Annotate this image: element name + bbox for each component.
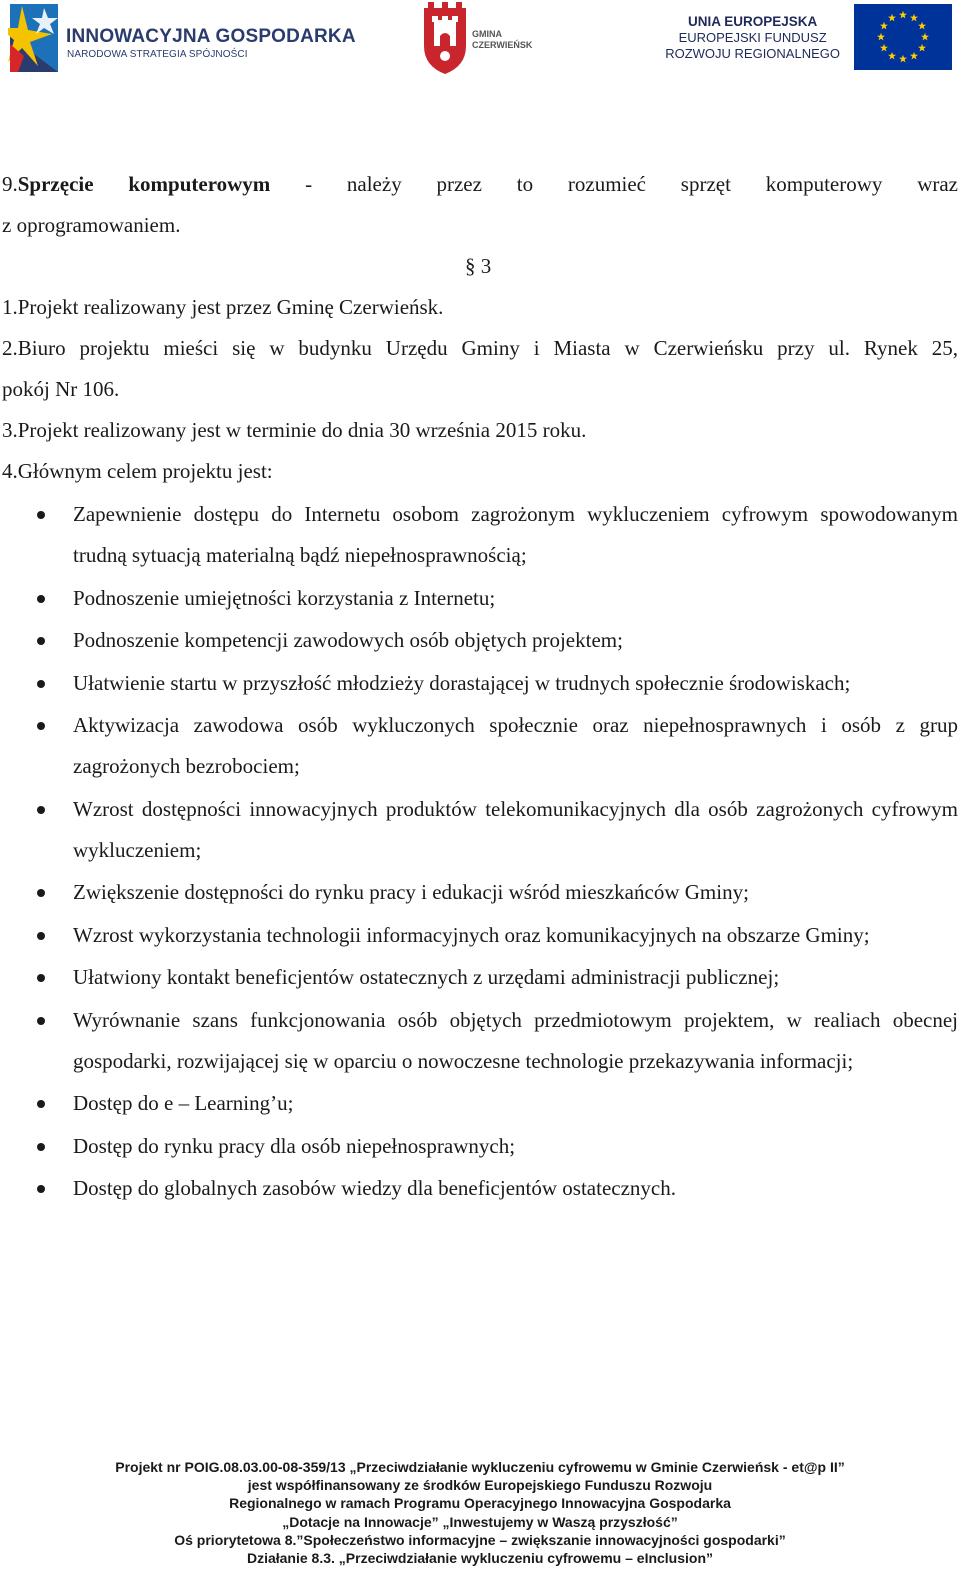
- numbered-item-2-line-2: pokój Nr 106.: [2, 377, 120, 401]
- bullet-icon: [37, 974, 45, 982]
- goal-item: [0, 1126, 958, 1167]
- bullet-icon: [37, 806, 45, 814]
- goal-item: [0, 1000, 958, 1082]
- gmina-name: CZERWIEŃSK: [472, 40, 533, 50]
- definition-number: 9.: [2, 172, 18, 196]
- goal-item: [0, 872, 958, 913]
- gmina-coat-of-arms-icon: [420, 2, 470, 76]
- bullet-icon: [37, 1185, 45, 1193]
- innowacyjna-gospodarka-emblem-icon: [8, 4, 62, 72]
- goal-text: Podnoszenie umiejętności korzystania z Internetu;: [73, 585, 496, 610]
- eu-fund-logo: [665, 4, 954, 72]
- goal-item: [0, 578, 958, 619]
- goal-text: Zwiększenie dostępności do rynku pracy i edukacji wśród mieszkańców Gminy;: [73, 880, 749, 904]
- footer-line: Projekt nr POIG.08.03.00-08-359/13 „Przeciwdziałanie wykluczeniu cyfrowemu w Gminie Czerwieńsk - et@p II”: [115, 1459, 845, 1475]
- definition-text: - należy przez to rozumieć sprzęt komputerowy wraz: [270, 172, 958, 196]
- numbered-item-4: 4.Głównym celem projektu jest:: [2, 459, 273, 483]
- innowacyjna-gospodarka-title: INNOWACYJNA GOSPODARKA: [66, 26, 356, 47]
- goal-text: Dostęp do globalnych zasobów wiedzy dla beneficjentów ostatecznych.: [73, 1176, 676, 1200]
- goal-item: [0, 705, 958, 787]
- goal-item: [0, 1083, 958, 1124]
- bullet-icon: [37, 889, 45, 897]
- definition-line-1: [2, 164, 958, 205]
- footer-line: jest współfinansowany ze środków Europejskiego Funduszu Rozwoju: [247, 1477, 713, 1494]
- bullet-icon: [37, 595, 45, 603]
- goal-text: Ułatwiony kontakt beneficjentów ostatecznych z urzędami administracji publicznej;: [73, 965, 780, 989]
- bullet-icon: [37, 511, 45, 519]
- numbered-item-3: 3.Projekt realizowany jest w terminie do dnia 30 września 2015 roku.: [2, 418, 587, 442]
- numbered-item-1: 1.Projekt realizowany jest przez Gminę Czerwieńsk.: [2, 295, 444, 319]
- footer-line: „Dotacje na Innowacje” „Inwestujemy w Waszą przyszłość”: [282, 1513, 678, 1530]
- goal-item: [0, 663, 958, 704]
- goal-item: [0, 620, 958, 661]
- bullet-icon: [37, 1100, 45, 1108]
- innowacyjna-gospodarka-logo: [8, 4, 356, 72]
- bullet-icon: [37, 637, 45, 645]
- goal-text: Wzrost wykorzystania technologii informacyjnych oraz komunikacyjnych na obszarze Gminy;: [73, 922, 870, 947]
- innowacyjna-gospodarka-subtitle: NARODOWA STRATEGIA SPÓJNOŚCI: [67, 49, 248, 60]
- footer-line: Oś priorytetowa 8.”Społeczeństwo informacyjne – zwiększanie innowacyjności gospodarki”: [174, 1531, 786, 1548]
- eu-line-1: UNIA EUROPEJSKA: [687, 14, 818, 29]
- definition-item-9: [0, 164, 958, 246]
- footer-line: Działanie 8.3. „Przeciwdziałanie wykluczeniu cyfrowemu – eInclusion”: [246, 1550, 714, 1567]
- footer-line: Regionalnego w ramach Programu Operacyjnego Innowacyjna Gospodarka: [229, 1495, 731, 1512]
- definition-term: Sprzęcie komputerowym: [17, 172, 271, 196]
- numbered-item-2: [0, 328, 958, 410]
- goal-item: [0, 494, 958, 576]
- goals-list: [0, 494, 958, 1209]
- goal-text: Podnoszenie kompetencji zawodowych osób objętych projektem;: [73, 628, 623, 652]
- eu-line-3: ROZWOJU REGIONALNEGO: [665, 46, 840, 61]
- goal-text: Zapewnienie dostępu do Internetu osobom zagrożonym wykluczeniem cyfrowym spowodowanym trudną sytuacją materialną bądź niepełnosprawnością;: [73, 502, 958, 567]
- project-footer: [0, 1458, 960, 1567]
- numbered-item-2-line-1: 2.Biuro projektu mieści się w budynku Urzędu Gminy i Miasta w Czerwieńsku przy ul. Rynek 25,: [2, 336, 958, 360]
- eu-fund-text: [665, 14, 840, 62]
- goal-item: [0, 789, 958, 871]
- goal-text: Wyrównanie szans funkcjonowania osób objętych przedmiotowym projektem, w realiach obecnej gospodarki, rozwijającej się w oparciu o nowoczesne technologie przekazywania informacji;: [73, 1007, 958, 1073]
- document-body: [0, 164, 958, 1211]
- goal-text: Aktywizacja zawodowa osób wykluczonych społecznie oraz niepełnosprawnych i osób z grup zagrożonych bezrobociem;: [73, 713, 958, 778]
- definition-line-2: z oprogramowaniem.: [2, 213, 181, 237]
- goal-text: Wzrost dostępności innowacyjnych produktów telekomunikacyjnych dla osób zagrożonych cyfrowym wykluczeniem;: [73, 796, 958, 862]
- goal-text: Ułatwienie startu w przyszłość młodzieży dorastającej w trudnych społecznie środowiskach;: [73, 670, 851, 695]
- bullet-icon: [37, 722, 45, 730]
- bullet-icon: [37, 932, 45, 940]
- eu-flag-icon: [854, 4, 952, 70]
- goal-text: Dostęp do rynku pracy dla osób niepełnosprawnych;: [73, 1133, 516, 1158]
- goal-item: [0, 915, 958, 956]
- goal-item: [0, 1168, 958, 1209]
- page-header: [0, 0, 960, 80]
- bullet-icon: [37, 680, 45, 688]
- bullet-icon: [37, 1143, 45, 1151]
- eu-line-2: EUROPEJSKI FUNDUSZ: [678, 30, 827, 45]
- bullet-icon: [37, 1017, 45, 1025]
- goal-item: [0, 957, 958, 998]
- gmina-label: GMINA: [472, 29, 502, 39]
- section-heading: § 3: [465, 254, 492, 278]
- gmina-czerwiensk-logo: [420, 2, 533, 76]
- goal-text: Dostęp do e – Learning’u;: [73, 1091, 294, 1115]
